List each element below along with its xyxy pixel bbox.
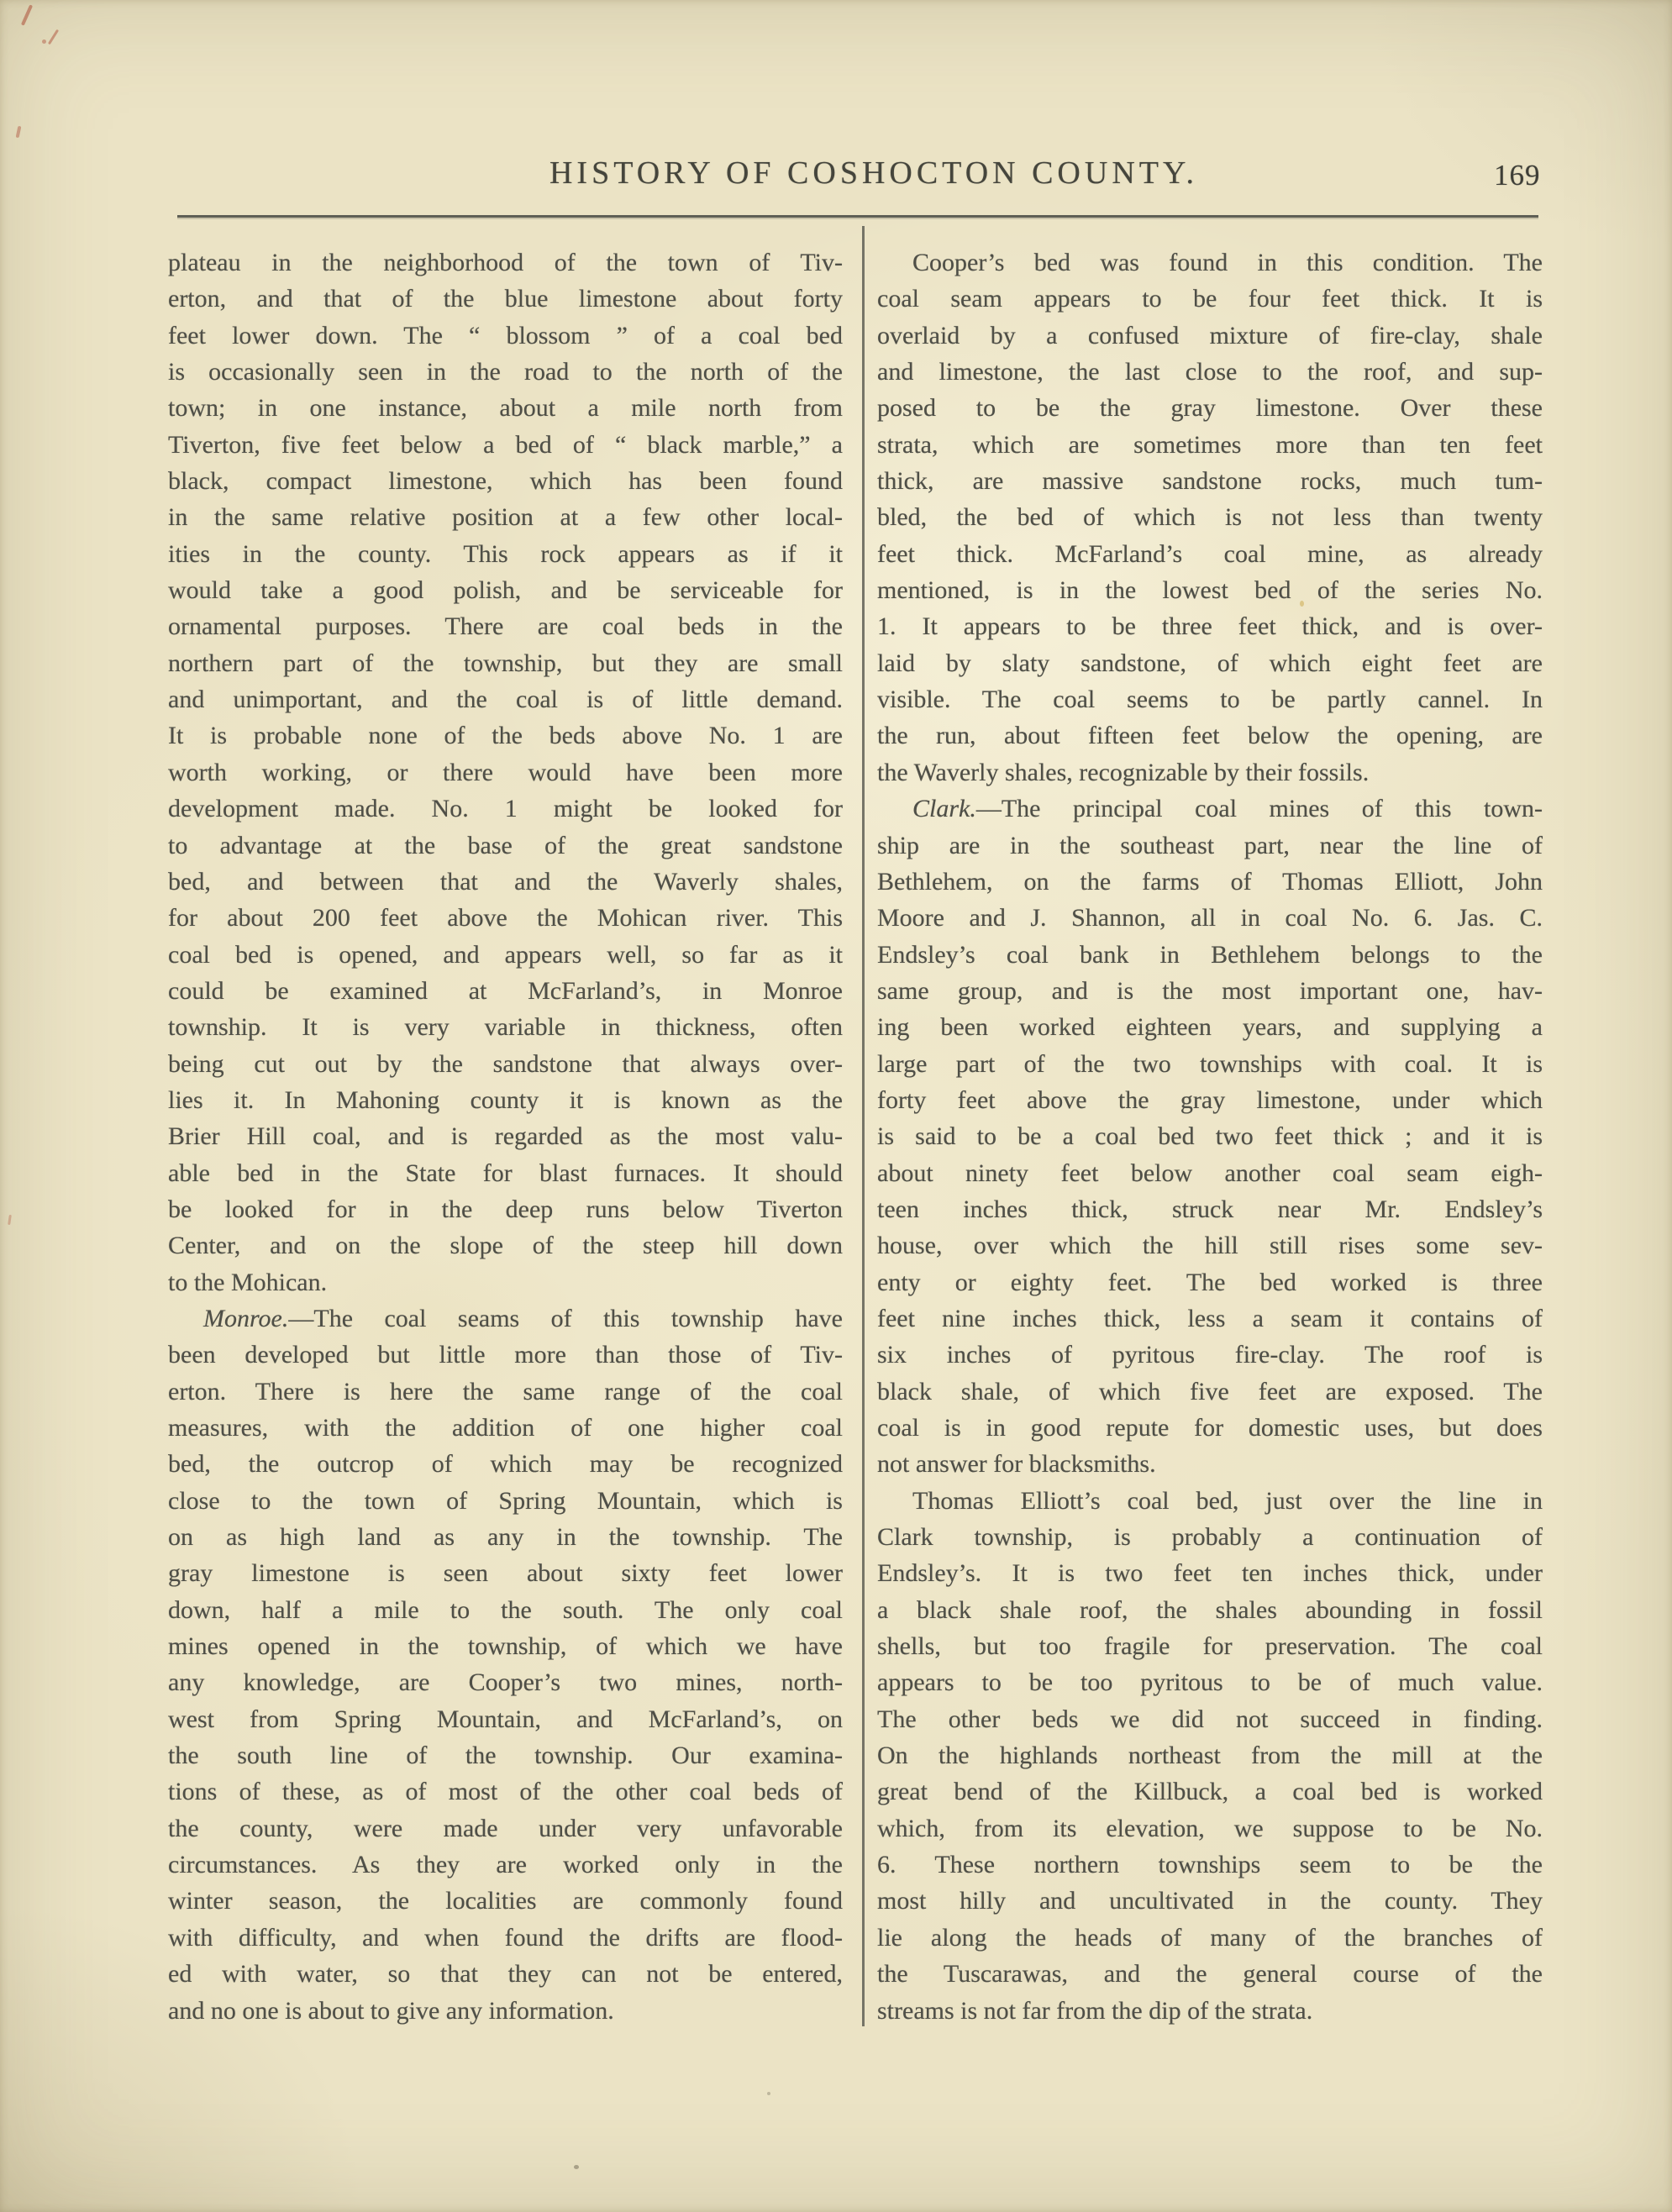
text-line: black, compact limestone, which has been found [168,467,843,496]
text-line: the south line of the township. Our examina- [168,1742,843,1770]
text-line: Center, and on the slope of the steep hill down [168,1232,843,1260]
red-pencil-scan-mark [16,126,22,139]
text-line: mentioned, is in the lowest bed of the series No. [877,576,1543,605]
text-line: 6. These northern townships seem to be the [877,1851,1543,1879]
text-line: is said to be a coal bed two feet thick ; and it is [877,1122,1543,1151]
text-line: appears to be too pyritous to be of much value. [877,1668,1543,1697]
text-line: shells, but too fragile for preservation. The coal [877,1632,1543,1661]
text-line: a black shale roof, the shales abounding in fossil [877,1595,1543,1624]
text-line: feet thick. McFarland’s coal mine, as already [877,539,1543,568]
text-line: coal bed is opened, and appears well, so far as it [168,940,843,969]
text-line: Moore and J. Shannon, all in coal No. 6. Jas. C. [877,904,1543,933]
text-line: It is probable none of the beds above No. 1 are [168,722,843,750]
text-line: and no one is about to give any information. [168,1996,614,2025]
red-pencil-scan-mark [42,39,46,44]
text-line: posed to be the gray limestone. Over these [877,394,1543,423]
text-line: any knowledge, are Cooper’s two mines, north- [168,1668,843,1697]
text-line: 1. It appears to be three feet thick, and is over- [877,612,1543,641]
text-line: and unimportant, and the coal is of little demand. [168,686,843,714]
red-pencil-scan-mark [21,4,33,25]
text-line: thick, are massive sandstone rocks, much tum- [877,467,1543,496]
text-line: ities in the county. This rock appears as if it [168,539,843,568]
page-title: HISTORY OF COSHOCTON COUNTY. [549,155,1199,191]
text-line: black shale, of which five feet are exposed. The [877,1377,1543,1405]
text-line: streams is not far from the dip of the strata. [877,1996,1313,2025]
page-number: 169 [1494,159,1541,192]
text-line: laid by slaty sandstone, of which eight feet are [877,649,1543,677]
text-line: ship are in the southeast part, near the line of [877,831,1543,859]
text-line: On the highlands northeast from the mill at the [877,1742,1543,1770]
text-line: would take a good polish, and be serviceable for [168,576,843,605]
column-divider-rule [862,226,865,2026]
text-line: ed with water, so that they can not be entered, [168,1960,843,1989]
text-line: mines opened in the township, of which we have [168,1632,843,1661]
text-line: west from Spring Mountain, and McFarland’s, on [168,1705,843,1733]
text-line: not answer for blacksmiths. [877,1450,1156,1479]
text-line: measures, with the addition of one higher coal [168,1414,843,1442]
text-line: large part of the two townships with coal. It is [877,1049,1543,1078]
text-line: most hilly and uncultivated in the county. They [877,1887,1543,1915]
header-rule [177,215,1538,218]
text-line: for about 200 feet above the Mohican river. This [168,904,843,933]
text-line: The other beds we did not succeed in finding. [877,1705,1543,1733]
text-line: bed, the outcrop of which may be recognized [168,1450,843,1479]
text-line: town; in one instance, about a mile north from [168,394,843,423]
text-line: could be examined at McFarland’s, in Monroe [168,976,843,1005]
text-line: Thomas Elliott’s coal bed, just over the line in [912,1486,1543,1515]
text-line: to the Mohican. [168,1268,328,1296]
text-line: overlaid by a confused mixture of fire-clay, shale [877,321,1543,349]
text-line: Monroe.—The coal seams of this township have [203,1304,843,1332]
text-line: close to the town of Spring Mountain, which is [168,1486,843,1515]
text-line: feet lower down. The “ blossom ” of a coal bed [168,321,843,349]
text-line: is occasionally seen in the road to the north of the [168,358,843,386]
text-line: tions of these, as of most of the other coal beds of [168,1778,843,1806]
red-pencil-scan-mark [48,29,59,45]
text-line: bled, the bed of which is not less than twenty [877,503,1543,532]
text-line: Clark township, is probably a continuation of [877,1523,1543,1552]
text-line: erton. There is here the same range of the coal [168,1377,843,1405]
text-line: coal is in good repute for domestic uses, but does [877,1414,1543,1442]
text-line: be looked for in the deep runs below Tiverton [168,1195,843,1223]
text-line: in the same relative position at a few other local- [168,503,843,532]
text-line: ing been worked eighteen years, and supplying a [877,1013,1543,1042]
text-line: erton, and that of the blue limestone about forty [168,285,843,313]
text-line: enty or eighty feet. The bed worked is three [877,1268,1543,1296]
text-line: visible. The coal seems to be partly cannel. In [877,686,1543,714]
text-line: being cut out by the sandstone that always over- [168,1049,843,1078]
text-line: coal seam appears to be four feet thick. It is [877,285,1543,313]
text-line: Endsley’s coal bank in Bethlehem belongs to the [877,940,1543,969]
text-line: strata, which are sometimes more than ten feet [877,430,1543,459]
text-line: circumstances. As they are worked only in the [168,1851,843,1879]
text-line: same group, and is the most important one, hav- [877,976,1543,1005]
text-line: Cooper’s bed was found in this condition. The [912,249,1543,276]
text-line: six inches of pyritous fire-clay. The roof is [877,1341,1543,1369]
text-line: lie along the heads of many of the branches of [877,1923,1543,1952]
text-line: development made. No. 1 might be looked for [168,795,843,823]
text-line: winter season, the localities are commonly found [168,1887,843,1915]
paragraph-lead-italic: Clark. [912,795,976,823]
paragraph-lead-italic: Monroe. [203,1304,289,1332]
text-line: Clark.—The principal coal mines of this town- [912,795,1543,823]
text-line: forty feet above the gray limestone, under which [877,1085,1543,1114]
text-column-right [877,244,1543,2029]
text-column-left [168,244,843,2029]
text-line: the county, were made under very unfavorable [168,1814,843,1842]
text-line: about ninety feet below another coal seam eigh- [877,1159,1543,1187]
text-line: the Tuscarawas, and the general course of the [877,1960,1543,1989]
text-line: teen inches thick, struck near Mr. Endsley’s [877,1195,1543,1223]
text-line: great bend of the Killbuck, a coal bed is worked [877,1778,1543,1806]
text-line: feet nine inches thick, less a seam it contains of [877,1304,1543,1332]
text-line: ornamental purposes. There are coal beds in the [168,612,843,641]
text-line: the run, about fifteen feet below the opening, are [877,722,1543,750]
text-line: down, half a mile to the south. The only coal [168,1595,843,1624]
text-line: lies it. In Mahoning county it is known as the [168,1085,843,1114]
text-line: plateau in the neighborhood of the town of Tiv- [168,249,843,276]
text-line: been developed but little more than those of Tiv- [168,1341,843,1369]
text-line: gray limestone is seen about sixty feet lower [168,1559,843,1588]
paper-speck [574,2165,579,2169]
text-line: Brier Hill coal, and is regarded as the most valu- [168,1122,843,1151]
text-line: and limestone, the last close to the roof, and sup- [877,358,1543,386]
text-line: worth working, or there would have been more [168,758,843,786]
text-line: bed, and between that and the Waverly shales, [168,867,843,896]
text-line: to advantage at the base of the great sandstone [168,831,843,859]
text-line: house, over which the hill still rises some sev- [877,1232,1543,1260]
text-line: Endsley’s. It is two feet ten inches thick, under [877,1559,1543,1588]
text-line: the Waverly shales, recognizable by their fossils. [877,758,1370,786]
text-line: northern part of the township, but they are small [168,649,843,677]
paper-speck [767,2092,770,2095]
text-line: able bed in the State for blast furnaces. It should [168,1159,843,1187]
red-pencil-scan-mark [8,1215,12,1225]
text-line: which, from its elevation, we suppose to be No. [877,1814,1543,1842]
text-line: Tiverton, five feet below a bed of “ black marble,” a [168,430,843,459]
text-line: Bethlehem, on the farms of Thomas Elliott, John [877,867,1543,896]
text-line: township. It is very variable in thickness, often [168,1013,843,1042]
text-line: on as high land as any in the township. The [168,1523,843,1552]
text-line: with difficulty, and when found the drifts are flood- [168,1923,843,1952]
